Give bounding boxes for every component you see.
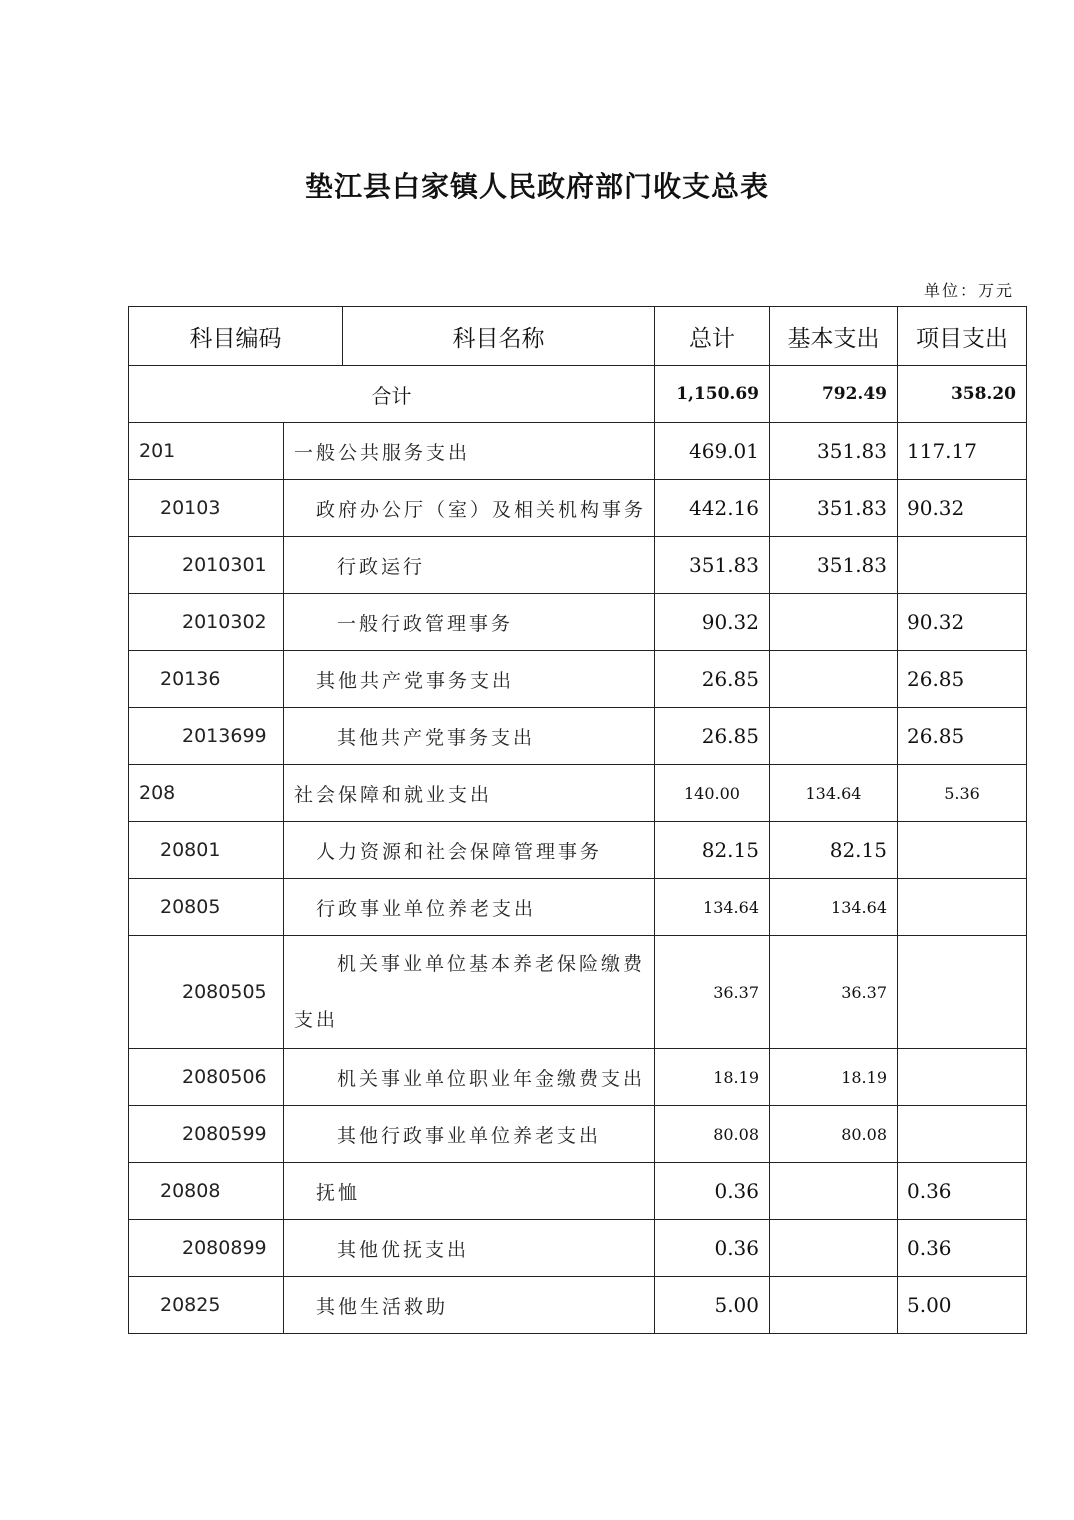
- row-project: 5.36: [898, 765, 1027, 822]
- row-total: 26.85: [655, 708, 770, 765]
- row-total: 0.36: [655, 1220, 770, 1277]
- row-basic: 351.83: [770, 480, 898, 537]
- row-total: 80.08: [655, 1106, 770, 1163]
- table-header-row: [129, 307, 1027, 366]
- row-name: 其他共产党事务支出: [284, 708, 655, 765]
- row-basic: [770, 1163, 898, 1220]
- row-basic: [770, 1277, 898, 1334]
- row-basic: 351.83: [770, 423, 898, 480]
- row-code: 2010302: [129, 594, 284, 651]
- row-total: 18.19: [655, 1049, 770, 1106]
- header-total: 总计: [655, 307, 770, 366]
- table-row: [129, 1277, 1027, 1334]
- row-code: 20805: [129, 879, 284, 936]
- header-code: 科目编码: [129, 307, 343, 366]
- row-basic: 80.08: [770, 1106, 898, 1163]
- row-project: [898, 822, 1027, 879]
- summary-basic: 792.49: [770, 366, 898, 423]
- table-row: [129, 1220, 1027, 1277]
- row-project: 26.85: [898, 708, 1027, 765]
- row-basic: [770, 708, 898, 765]
- row-name-line2: 支出: [294, 1009, 339, 1031]
- row-project: [898, 1106, 1027, 1163]
- row-name: 一般行政管理事务: [284, 594, 655, 651]
- row-project: 0.36: [898, 1220, 1027, 1277]
- row-basic: 134.64: [770, 765, 898, 822]
- row-project: 90.32: [898, 594, 1027, 651]
- row-project: 90.32: [898, 480, 1027, 537]
- row-name: 机关事业单位职业年金缴费支出: [284, 1049, 655, 1106]
- row-total: 351.83: [655, 537, 770, 594]
- table-row: [129, 651, 1027, 708]
- row-code: 20801: [129, 822, 284, 879]
- table-row: [129, 1049, 1027, 1106]
- row-total: 90.32: [655, 594, 770, 651]
- table-row: [129, 936, 1027, 1049]
- row-project: 117.17: [898, 423, 1027, 480]
- row-name: 其他共产党事务支出: [284, 651, 655, 708]
- row-code: 20825: [129, 1277, 284, 1334]
- row-code: 2080506: [129, 1049, 284, 1106]
- row-basic: 82.15: [770, 822, 898, 879]
- table-row: [129, 879, 1027, 936]
- row-project: [898, 936, 1027, 1049]
- row-basic: 134.64: [770, 879, 898, 936]
- row-basic: [770, 651, 898, 708]
- row-code: 2013699: [129, 708, 284, 765]
- row-total: 469.01: [655, 423, 770, 480]
- header-project: 项目支出: [898, 307, 1027, 366]
- table-row: [129, 1106, 1027, 1163]
- header-basic: 基本支出: [770, 307, 898, 366]
- row-basic: [770, 594, 898, 651]
- row-name: 一般公共服务支出: [284, 423, 655, 480]
- row-project: 5.00: [898, 1277, 1027, 1334]
- summary-label: 合计: [129, 366, 655, 423]
- row-code: 2010301: [129, 537, 284, 594]
- row-basic: 36.37: [770, 936, 898, 1049]
- row-code: 2080505: [129, 936, 284, 1049]
- row-code: 2080899: [129, 1220, 284, 1277]
- row-name: 人力资源和社会保障管理事务: [284, 822, 655, 879]
- row-code: 20136: [129, 651, 284, 708]
- row-code: 201: [129, 423, 284, 480]
- table-row: [129, 594, 1027, 651]
- row-total: 82.15: [655, 822, 770, 879]
- table-row: [129, 822, 1027, 879]
- row-code: 20808: [129, 1163, 284, 1220]
- row-name: 行政运行: [284, 537, 655, 594]
- row-total: 36.37: [655, 936, 770, 1049]
- row-basic: [770, 1220, 898, 1277]
- row-total: 5.00: [655, 1277, 770, 1334]
- row-total: 26.85: [655, 651, 770, 708]
- row-name: 其他优抚支出: [284, 1220, 655, 1277]
- row-project: [898, 537, 1027, 594]
- table-row: [129, 537, 1027, 594]
- row-name: 抚恤: [284, 1163, 655, 1220]
- row-basic: 18.19: [770, 1049, 898, 1106]
- row-code: 20103: [129, 480, 284, 537]
- row-total: 0.36: [655, 1163, 770, 1220]
- table-row: [129, 708, 1027, 765]
- row-name: 政府办公厅（室）及相关机构事务: [284, 480, 655, 537]
- row-name: 行政事业单位养老支出: [284, 879, 655, 936]
- row-name: [284, 936, 655, 1049]
- table-row: [129, 1163, 1027, 1220]
- row-total: 134.64: [655, 879, 770, 936]
- summary-row: [129, 366, 1027, 423]
- table-row: [129, 423, 1027, 480]
- row-code: 208: [129, 765, 284, 822]
- summary-project: 358.20: [898, 366, 1027, 423]
- row-project: 26.85: [898, 651, 1027, 708]
- row-basic: 351.83: [770, 537, 898, 594]
- row-name: 其他生活救助: [284, 1277, 655, 1334]
- unit-label: 单位：万元: [923, 281, 1014, 300]
- page-title: 垫江县白家镇人民政府部门收支总表: [304, 170, 769, 203]
- row-name-line1: 机关事业单位基本养老保险缴费: [337, 953, 646, 975]
- table-row: [129, 480, 1027, 537]
- header-name: 科目名称: [343, 307, 655, 366]
- row-code: 2080599: [129, 1106, 284, 1163]
- row-name: 其他行政事业单位养老支出: [284, 1106, 655, 1163]
- row-project: [898, 879, 1027, 936]
- row-total: 442.16: [655, 480, 770, 537]
- row-total: 140.00: [655, 765, 770, 822]
- table-row: [129, 765, 1027, 822]
- summary-total: 1,150.69: [655, 366, 770, 423]
- row-project: [898, 1049, 1027, 1106]
- row-name: 社会保障和就业支出: [284, 765, 655, 822]
- row-project: 0.36: [898, 1163, 1027, 1220]
- income-expense-table: [128, 306, 1027, 1334]
